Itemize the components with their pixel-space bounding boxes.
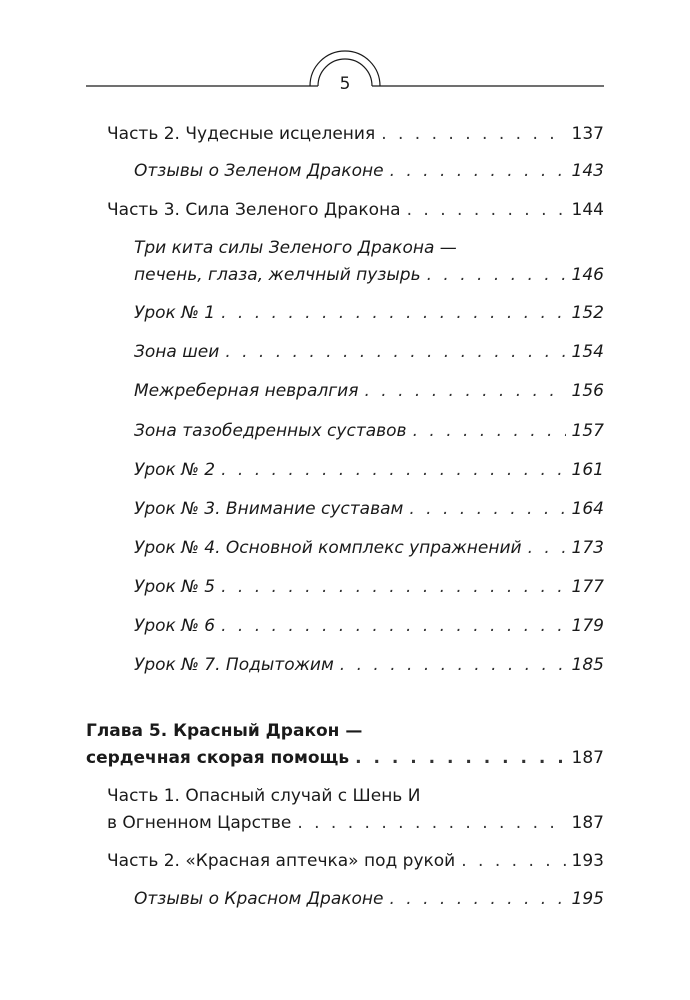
toc-entry-title-line: Часть 1. Опасный случай с Шень И — [107, 786, 421, 806]
dot-leader — [221, 457, 565, 483]
toc-entry-title: в Огненном Царстве — [107, 813, 292, 833]
toc-entry-title: Зона тазобедренных суставов — [134, 421, 407, 441]
dot-leader — [461, 848, 565, 874]
toc-entry[interactable] — [134, 613, 604, 639]
toc-entry-title: Отзывы о Красном Драконе — [134, 889, 384, 909]
toc-entry-title: печень, глаза, желчный пузырь — [134, 265, 421, 285]
toc-entry[interactable] — [134, 235, 604, 288]
toc-entry[interactable] — [134, 418, 604, 444]
toc-entry-title: Часть 3. Сила Зеленого Дракона — [107, 200, 401, 220]
toc-entry-page: 156 — [571, 381, 604, 401]
toc-entry[interactable] — [134, 457, 604, 483]
toc-entry-page: 187 — [571, 813, 604, 833]
toc-entry-page: 177 — [571, 577, 604, 597]
toc-entry-title: Урок № 1 — [134, 303, 216, 323]
toc-entry[interactable] — [107, 783, 604, 836]
toc-entry-page: 157 — [571, 421, 604, 441]
toc-entry[interactable] — [134, 158, 604, 184]
dot-leader — [221, 300, 565, 326]
toc-entry-title: Урок № 7. Подытожим — [134, 655, 334, 675]
toc-entry[interactable] — [134, 535, 604, 561]
toc-entry-title-line: Три кита силы Зеленого Дракона — — [134, 238, 457, 258]
dot-leader — [364, 378, 565, 404]
toc-entry-page: 144 — [571, 200, 604, 220]
dot-leader — [225, 339, 565, 365]
dot-leader — [390, 158, 566, 184]
toc-entry-page: 146 — [571, 265, 604, 285]
toc-entry[interactable] — [134, 496, 604, 522]
toc-entry-page: 161 — [571, 460, 604, 480]
toc-entry-title: Урок № 3. Внимание суставам — [134, 499, 404, 519]
toc-entry[interactable] — [134, 300, 604, 326]
dot-leader — [427, 262, 566, 288]
toc-entry-page: 193 — [571, 851, 604, 871]
toc-entry-title: Урок № 5 — [134, 577, 216, 597]
toc-entry-title: Отзывы о Зеленом Драконе — [134, 161, 384, 181]
toc-entry[interactable] — [134, 652, 604, 678]
dot-leader — [381, 121, 565, 147]
dot-leader — [221, 574, 565, 600]
toc-entry-title: Межреберная невралгия — [134, 381, 359, 401]
toc-entry-page: 173 — [571, 538, 604, 558]
dot-leader — [413, 418, 566, 444]
toc-entry-page: 195 — [571, 889, 604, 909]
dot-leader — [407, 197, 566, 223]
toc-entry-page: 187 — [571, 748, 604, 768]
toc-entry-page: 185 — [571, 655, 604, 675]
toc-entry-page: 164 — [571, 499, 604, 519]
dot-leader — [221, 613, 565, 639]
toc-entry[interactable] — [107, 121, 604, 147]
toc-entry-title: Зона шеи — [134, 342, 220, 362]
toc-entry-title: Часть 2. Чудесные исцеления — [107, 124, 376, 144]
toc-entry-title: Часть 2. «Красная аптечка» под рукой — [107, 851, 456, 871]
toc-entry[interactable] — [107, 848, 604, 874]
dot-leader — [528, 535, 566, 561]
toc-entry[interactable] — [134, 574, 604, 600]
toc-entry[interactable] — [107, 197, 604, 223]
toc-entry[interactable] — [134, 886, 604, 912]
toc-chapter-entry[interactable] — [86, 718, 604, 771]
dot-leader — [390, 886, 566, 912]
toc-entry-page: 154 — [571, 342, 604, 362]
toc-entry-page: 137 — [571, 124, 604, 144]
page-number: 5 — [339, 74, 351, 94]
dot-leader — [297, 810, 565, 836]
toc-entry-page: 143 — [571, 161, 604, 181]
toc-entry-title: Урок № 2 — [134, 460, 216, 480]
dot-leader — [409, 496, 565, 522]
toc-entry-title: Урок № 4. Основной комплекс упражнений — [134, 538, 522, 558]
toc-entry[interactable] — [134, 378, 604, 404]
toc-entry-page: 152 — [571, 303, 604, 323]
toc-entry-title: Урок № 6 — [134, 616, 216, 636]
toc-entry[interactable] — [134, 339, 604, 365]
toc-entry-page: 179 — [571, 616, 604, 636]
dot-leader — [340, 652, 566, 678]
toc-entry-title-line: Глава 5. Красный Дракон — — [86, 721, 363, 741]
dot-leader — [355, 745, 565, 771]
toc-entry-title: сердечная скорая помощь — [86, 748, 350, 768]
